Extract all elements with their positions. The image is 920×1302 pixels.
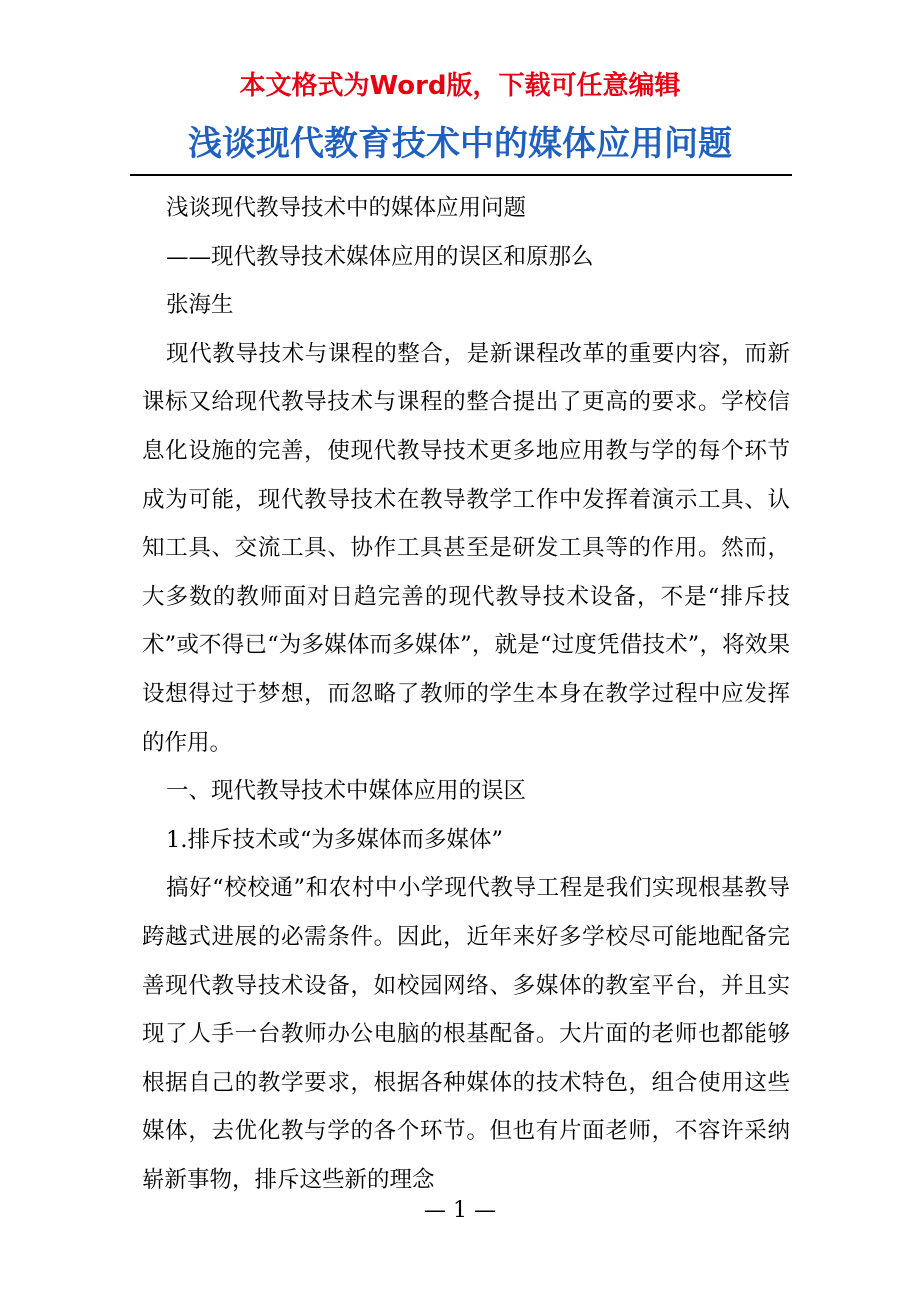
document-body [142, 184, 790, 1204]
format-notice: 本文格式为Word版，下载可任意编辑 [239, 71, 681, 101]
document-title: 浅谈现代教育技术中的媒体应用问题 [188, 124, 732, 164]
title-divider [130, 174, 792, 176]
page-number: — 1 — [424, 1198, 496, 1223]
paragraph-subtitle: ——现代教导技术媒体应用的误区和原那么 [166, 243, 594, 270]
paragraph-body: 搞好“校校通”和农村中小学现代教导工程是我们实现根基教导跨越式进展的必需条件。因此，近年来好多学校尽可能地配备完善现代教导技术设备，如校园网络、多媒体的教室平台，并且实现了人手一台教师办公电脑的根基配备。大片面的老师也都能够根据自己的教学要求，根据各种媒体的技术特色，组合使用这些媒体，去优化教与学的各个环节。但也有片面老师，不容许采纳崭新事物，排斥这些新的理念 [142, 875, 790, 1193]
paragraph-intro: 现代教导技术与课程的整合，是新课程改革的重要内容，而新课标又给现代教导技术与课程的整合提出了更高的要求。学校信息化设施的完善，使现代教导技术更多地应用教与学的每个环节成为可能，现代教导技术在教导教学工作中发挥着演示工具、认知工具、交流工具、协作工具甚至是研发工具等的作用。然而，大多数的教师面对日趋完善的现代教导技术设备，不是“排斥技术”或不得已“为多媒体而多媒体”，就是“过度凭借技术”，将效果设想得过于梦想，而忽略了教师的学生本身在教学过程中应发挥的作用。 [142, 340, 790, 756]
subsection-heading: 1.排斥技术或“为多媒体而多媒体” [166, 826, 503, 853]
paragraph-subject: 浅谈现代教导技术中的媒体应用问题 [166, 195, 527, 221]
paragraph-author: 张海生 [166, 292, 234, 319]
section-heading: 一、现代教导技术中媒体应用的误区 [166, 778, 527, 805]
